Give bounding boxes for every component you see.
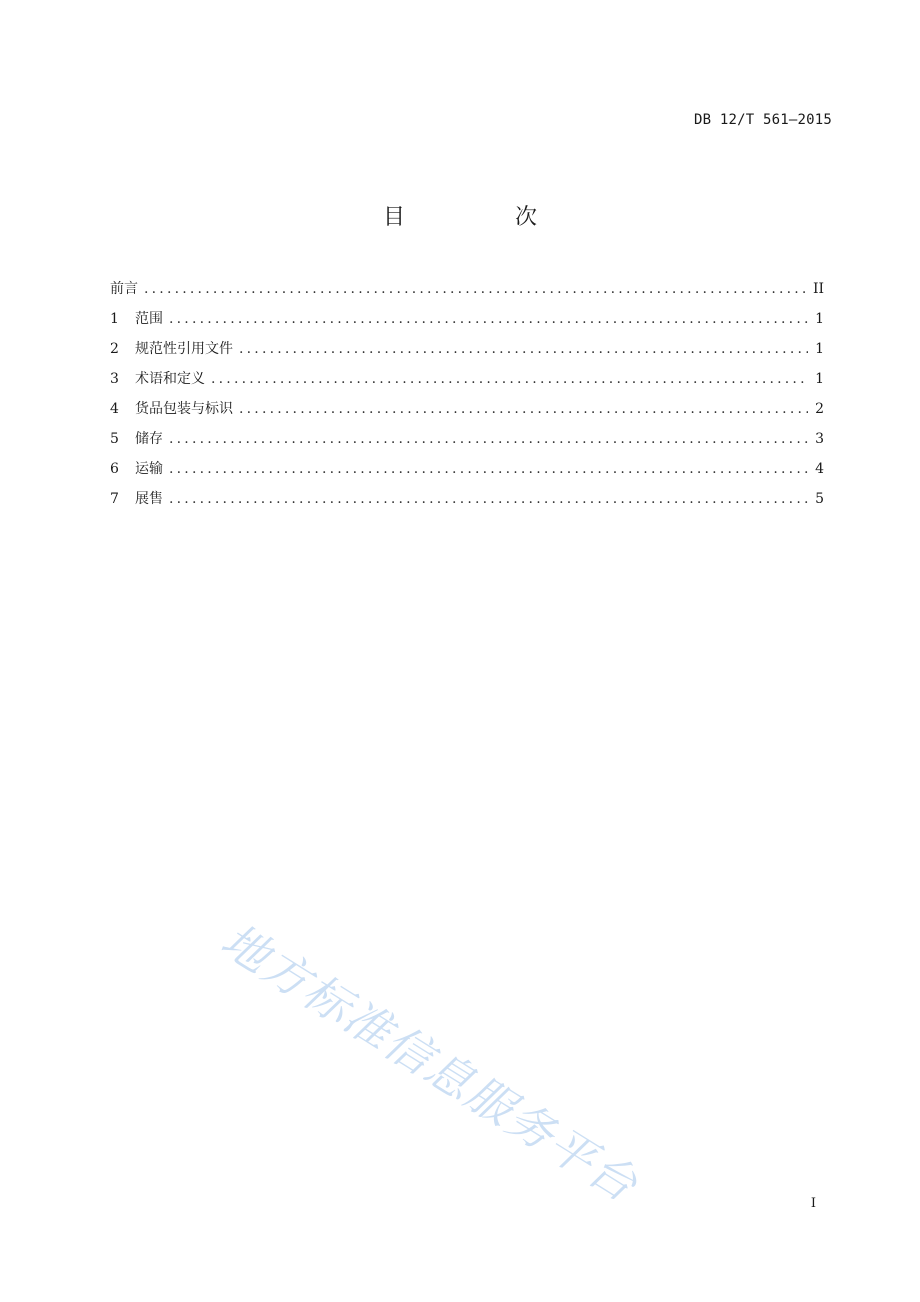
toc-entry-page: 1 — [815, 371, 824, 387]
document-code: DB 12/T 561—2015 — [693, 112, 832, 128]
toc-leader-dots — [211, 368, 808, 390]
watermark: 地方标准信息服务平台 — [212, 912, 648, 1213]
toc-title: 目 次 — [382, 205, 581, 230]
toc-entry-page: 3 — [815, 431, 824, 447]
toc-entry-number: 2 — [110, 341, 119, 357]
toc-entry-storage[interactable] — [110, 428, 824, 458]
toc-leader-dots — [169, 308, 808, 330]
table-of-contents — [110, 278, 824, 518]
toc-entry-terms-definitions[interactable] — [110, 368, 824, 398]
toc-entry-label: 运输 — [135, 461, 163, 477]
toc-leader-dots — [169, 428, 808, 450]
toc-entry-page: 1 — [815, 341, 824, 357]
toc-entry-transport[interactable] — [110, 458, 824, 488]
toc-entry-exhibition-sale[interactable] — [110, 488, 824, 518]
toc-entry-page: 1 — [815, 311, 824, 327]
toc-entry-number: 1 — [110, 311, 119, 327]
toc-entry-number: 5 — [110, 431, 119, 447]
toc-entry-number: 6 — [110, 461, 119, 477]
toc-entry-label: 规范性引用文件 — [135, 341, 233, 357]
toc-entry-label: 货品包装与标识 — [135, 401, 233, 417]
toc-leader-dots — [169, 458, 808, 480]
toc-leader-dots — [144, 278, 807, 300]
toc-entry-foreword[interactable] — [110, 278, 824, 308]
toc-entry-label: 展售 — [135, 491, 163, 507]
toc-entry-number: 3 — [110, 371, 119, 387]
toc-entry-normative-references[interactable] — [110, 338, 824, 368]
toc-entry-page: 4 — [815, 461, 824, 477]
toc-entry-label: 术语和定义 — [135, 371, 205, 387]
page-number: I — [810, 1196, 816, 1211]
toc-entry-label: 范围 — [135, 311, 163, 327]
toc-leader-dots — [169, 488, 808, 510]
toc-leader-dots — [239, 398, 808, 420]
toc-entry-number: 4 — [110, 401, 119, 417]
toc-entry-label: 前言 — [110, 281, 138, 297]
toc-leader-dots — [239, 338, 808, 360]
toc-entry-number: 7 — [110, 491, 119, 507]
toc-entry-page: 2 — [815, 401, 824, 417]
toc-entry-label: 储存 — [135, 431, 163, 447]
toc-entry-scope[interactable] — [110, 308, 824, 338]
toc-entry-page: II — [812, 281, 824, 297]
toc-entry-page: 5 — [815, 491, 824, 507]
toc-entry-packaging-labeling[interactable] — [110, 398, 824, 428]
